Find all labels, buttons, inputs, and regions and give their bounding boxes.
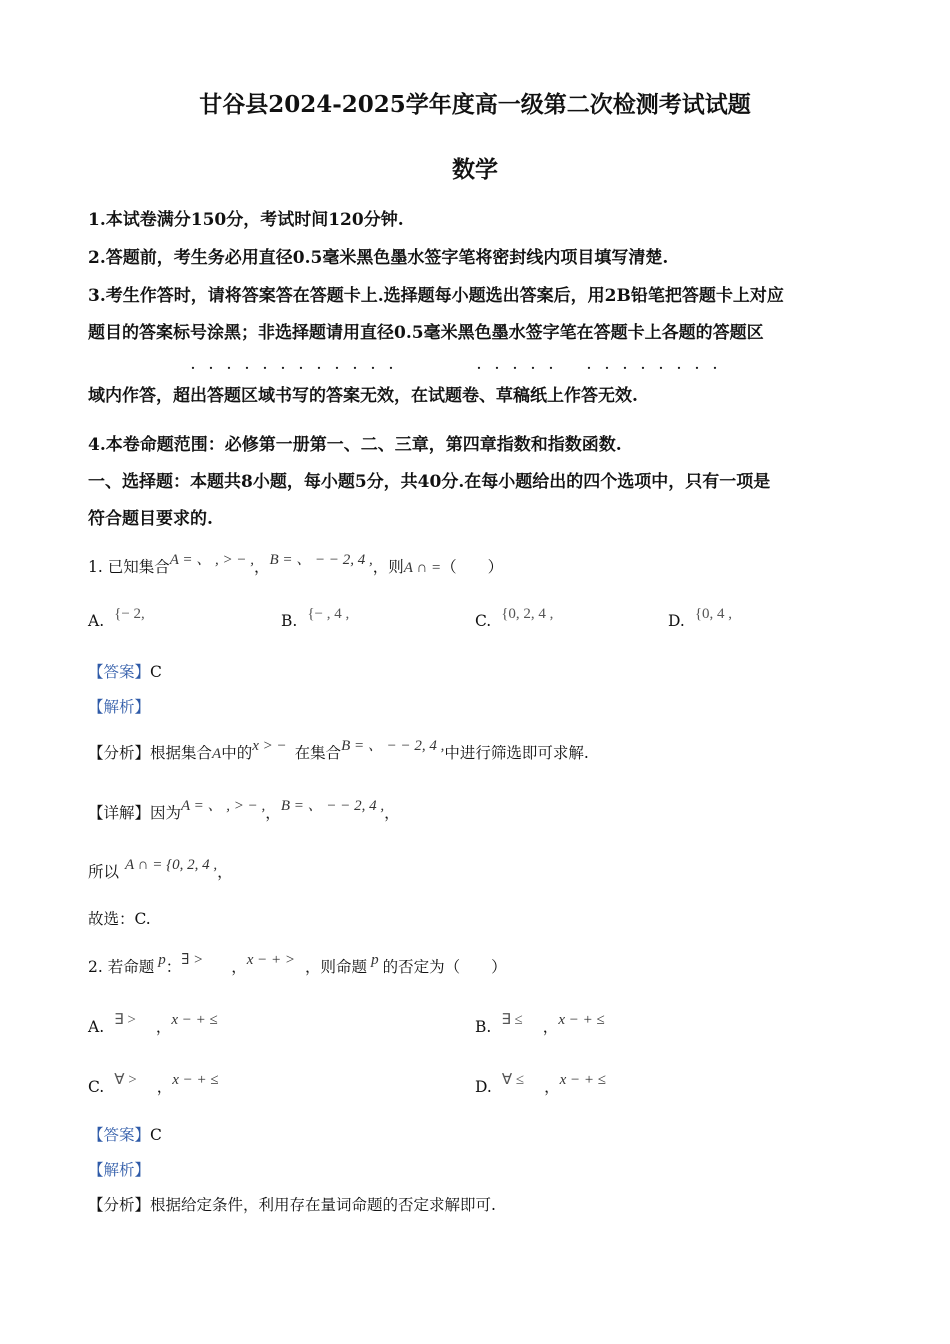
- so-text: 所以: [88, 863, 120, 881]
- q2-analysis: [88, 1193, 496, 1215]
- q1-option-b[interactable]: [281, 606, 350, 631]
- option-label: D.: [475, 1078, 492, 1096]
- so-expr: A ∩ = {0, 2, 4 ,: [125, 857, 218, 873]
- option-label: B.: [475, 1018, 492, 1036]
- option-quantifier: ∃ ≤: [501, 1012, 523, 1028]
- analysis-text-3: 在集合: [294, 744, 342, 762]
- section-heading: 一、选择题：本题共8小题，每小题5分，共40分.在每小题给出的四个选项中，只有一项是: [88, 472, 771, 492]
- q1-set-b: B = 、 − − 2, 4 ,: [269, 552, 373, 568]
- q1-option-a[interactable]: [88, 606, 145, 631]
- analysis-label: 【分析】: [88, 1196, 151, 1214]
- section-heading-cont: 符合题目要求的.: [88, 509, 213, 529]
- page-title: 甘谷县2024-2025学年度高一级第二次检测考试试题: [199, 91, 751, 118]
- option-quantifier: ∀ >: [114, 1072, 137, 1088]
- analysis-set-b: B = 、 − − 2, 4 ,: [341, 738, 445, 754]
- detail-set-a: A = 、 , > − ,: [181, 798, 266, 814]
- answer-tag: 【答案】: [88, 663, 151, 681]
- q2-stem-mid: ，则命题: [305, 958, 368, 976]
- q2-stem: [88, 952, 507, 977]
- option-label: D.: [668, 612, 685, 630]
- option-label: A.: [88, 612, 105, 630]
- q1-stem-suffix: ，则: [372, 558, 404, 576]
- q1-so: [88, 857, 233, 882]
- analysis-x: x > −: [252, 738, 287, 754]
- instruction-1: 1.本试卷满分150分，考试时间120分钟.: [88, 210, 404, 230]
- analysis-text-1: 根据集合: [150, 744, 213, 762]
- subject-title: 数学: [452, 156, 498, 183]
- option-inequality: x − + ≤: [558, 1012, 605, 1028]
- q1-option-d[interactable]: [668, 606, 733, 631]
- analysis-label: 【分析】: [88, 744, 151, 762]
- option-label: C.: [475, 612, 492, 630]
- answer-tag: 【答案】: [88, 1126, 151, 1144]
- q1-option-c[interactable]: [475, 606, 554, 631]
- option-value: {− 2,: [114, 606, 145, 622]
- option-label: B.: [281, 612, 298, 630]
- instruction-3-end: 域内作答，超出答题区域书写的答案无效，在试题卷、草稿纸上作答无效.: [88, 386, 638, 406]
- q2-quantifier: ∃ >: [181, 952, 204, 968]
- q1-answer: [88, 660, 162, 682]
- q2-stem-suffix: 的否定为（ ）: [382, 958, 507, 976]
- option-inequality: x − + ≤: [559, 1072, 606, 1088]
- so-end: ，: [217, 863, 233, 881]
- q2-stem-prefix: 2. 若命题: [88, 958, 155, 976]
- instruction-2: 2.答题前，考生务必用直径0.5毫米黑色墨水签字笔将密封线内项目填写清楚.: [88, 248, 669, 268]
- option-value: {0, 2, 4 ,: [501, 606, 554, 622]
- option-label: C.: [88, 1078, 105, 1096]
- q2-option-d[interactable]: D. ∀ ≤ ，x − + ≤: [475, 1072, 606, 1096]
- q1-intersect: A ∩ =: [403, 560, 442, 576]
- q1-paren: （ ）: [441, 558, 504, 576]
- q2-colon: ：: [165, 958, 182, 976]
- analysis-text-2: 中的: [221, 744, 253, 762]
- option-quantifier: ∃ >: [114, 1012, 136, 1028]
- q1-stem-prefix: 1. 已知集合: [88, 558, 170, 576]
- analysis-set-a: A: [212, 746, 222, 762]
- q1-choose: 故选：C.: [88, 910, 151, 928]
- option-inequality: x − + ≤: [171, 1012, 218, 1028]
- option-value: {− , 4 ,: [307, 606, 350, 622]
- option-label: A.: [88, 1018, 105, 1036]
- q2-option-c[interactable]: C. ∀ > ，x − + ≤: [88, 1072, 219, 1096]
- detail-text-1: 因为: [150, 804, 182, 822]
- analysis-text: 根据给定条件，利用存在量词命题的否定求解即可.: [150, 1196, 496, 1214]
- detail-end: ，: [384, 804, 400, 822]
- q1-analysis: [88, 738, 589, 763]
- q1-comma: ，: [253, 558, 270, 576]
- option-inequality: x − + ≤: [172, 1072, 219, 1088]
- detail-set-b: B = 、 − − 2, 4 ,: [280, 798, 385, 814]
- q2-answer: [88, 1123, 162, 1145]
- option-quantifier: ∀ ≤: [501, 1072, 525, 1088]
- q2-option-b[interactable]: B. ∃ ≤ ，x − + ≤: [475, 1012, 605, 1036]
- q2-p2: p: [371, 952, 379, 968]
- detail-comma: ，: [265, 804, 281, 822]
- option-value: {0, 4 ,: [694, 606, 733, 622]
- q2-analysis-tag: 【解析】: [88, 1161, 151, 1179]
- emphasis-dots: · · · · · · · · · · · · · · · · · · · · · · · · ·: [190, 361, 718, 375]
- q1-stem: [88, 552, 504, 577]
- answer-value: C: [150, 1126, 162, 1144]
- detail-label: 【详解】: [88, 804, 151, 822]
- answer-value: C: [150, 663, 162, 681]
- q2-p: p: [158, 952, 166, 968]
- q2-comma: ，: [231, 958, 247, 976]
- q1-analysis-tag: 【解析】: [88, 698, 151, 716]
- analysis-text-4: 中进行筛选即可求解.: [444, 744, 589, 762]
- q1-detail: [88, 798, 400, 823]
- instruction-3: 3.考生作答时，请将答案答在答题卡上.选择题每小题选出答案后，用2B铅笔把答题卡上对应: [88, 286, 784, 306]
- q2-inequality: x − + >: [246, 952, 296, 968]
- q1-set-a: A = 、 , > − ,: [169, 552, 254, 568]
- instruction-3-cont: 题目的答案标号涂黑；非选择题请用直径0.5毫米黑色墨水签字笔在答题卡上各题的答题区: [88, 323, 764, 343]
- q2-option-a[interactable]: A. ∃ > ，x − + ≤: [88, 1012, 218, 1036]
- instruction-4: 4.本卷命题范围：必修第一册第一、二、三章，第四章指数和指数函数.: [88, 435, 622, 455]
